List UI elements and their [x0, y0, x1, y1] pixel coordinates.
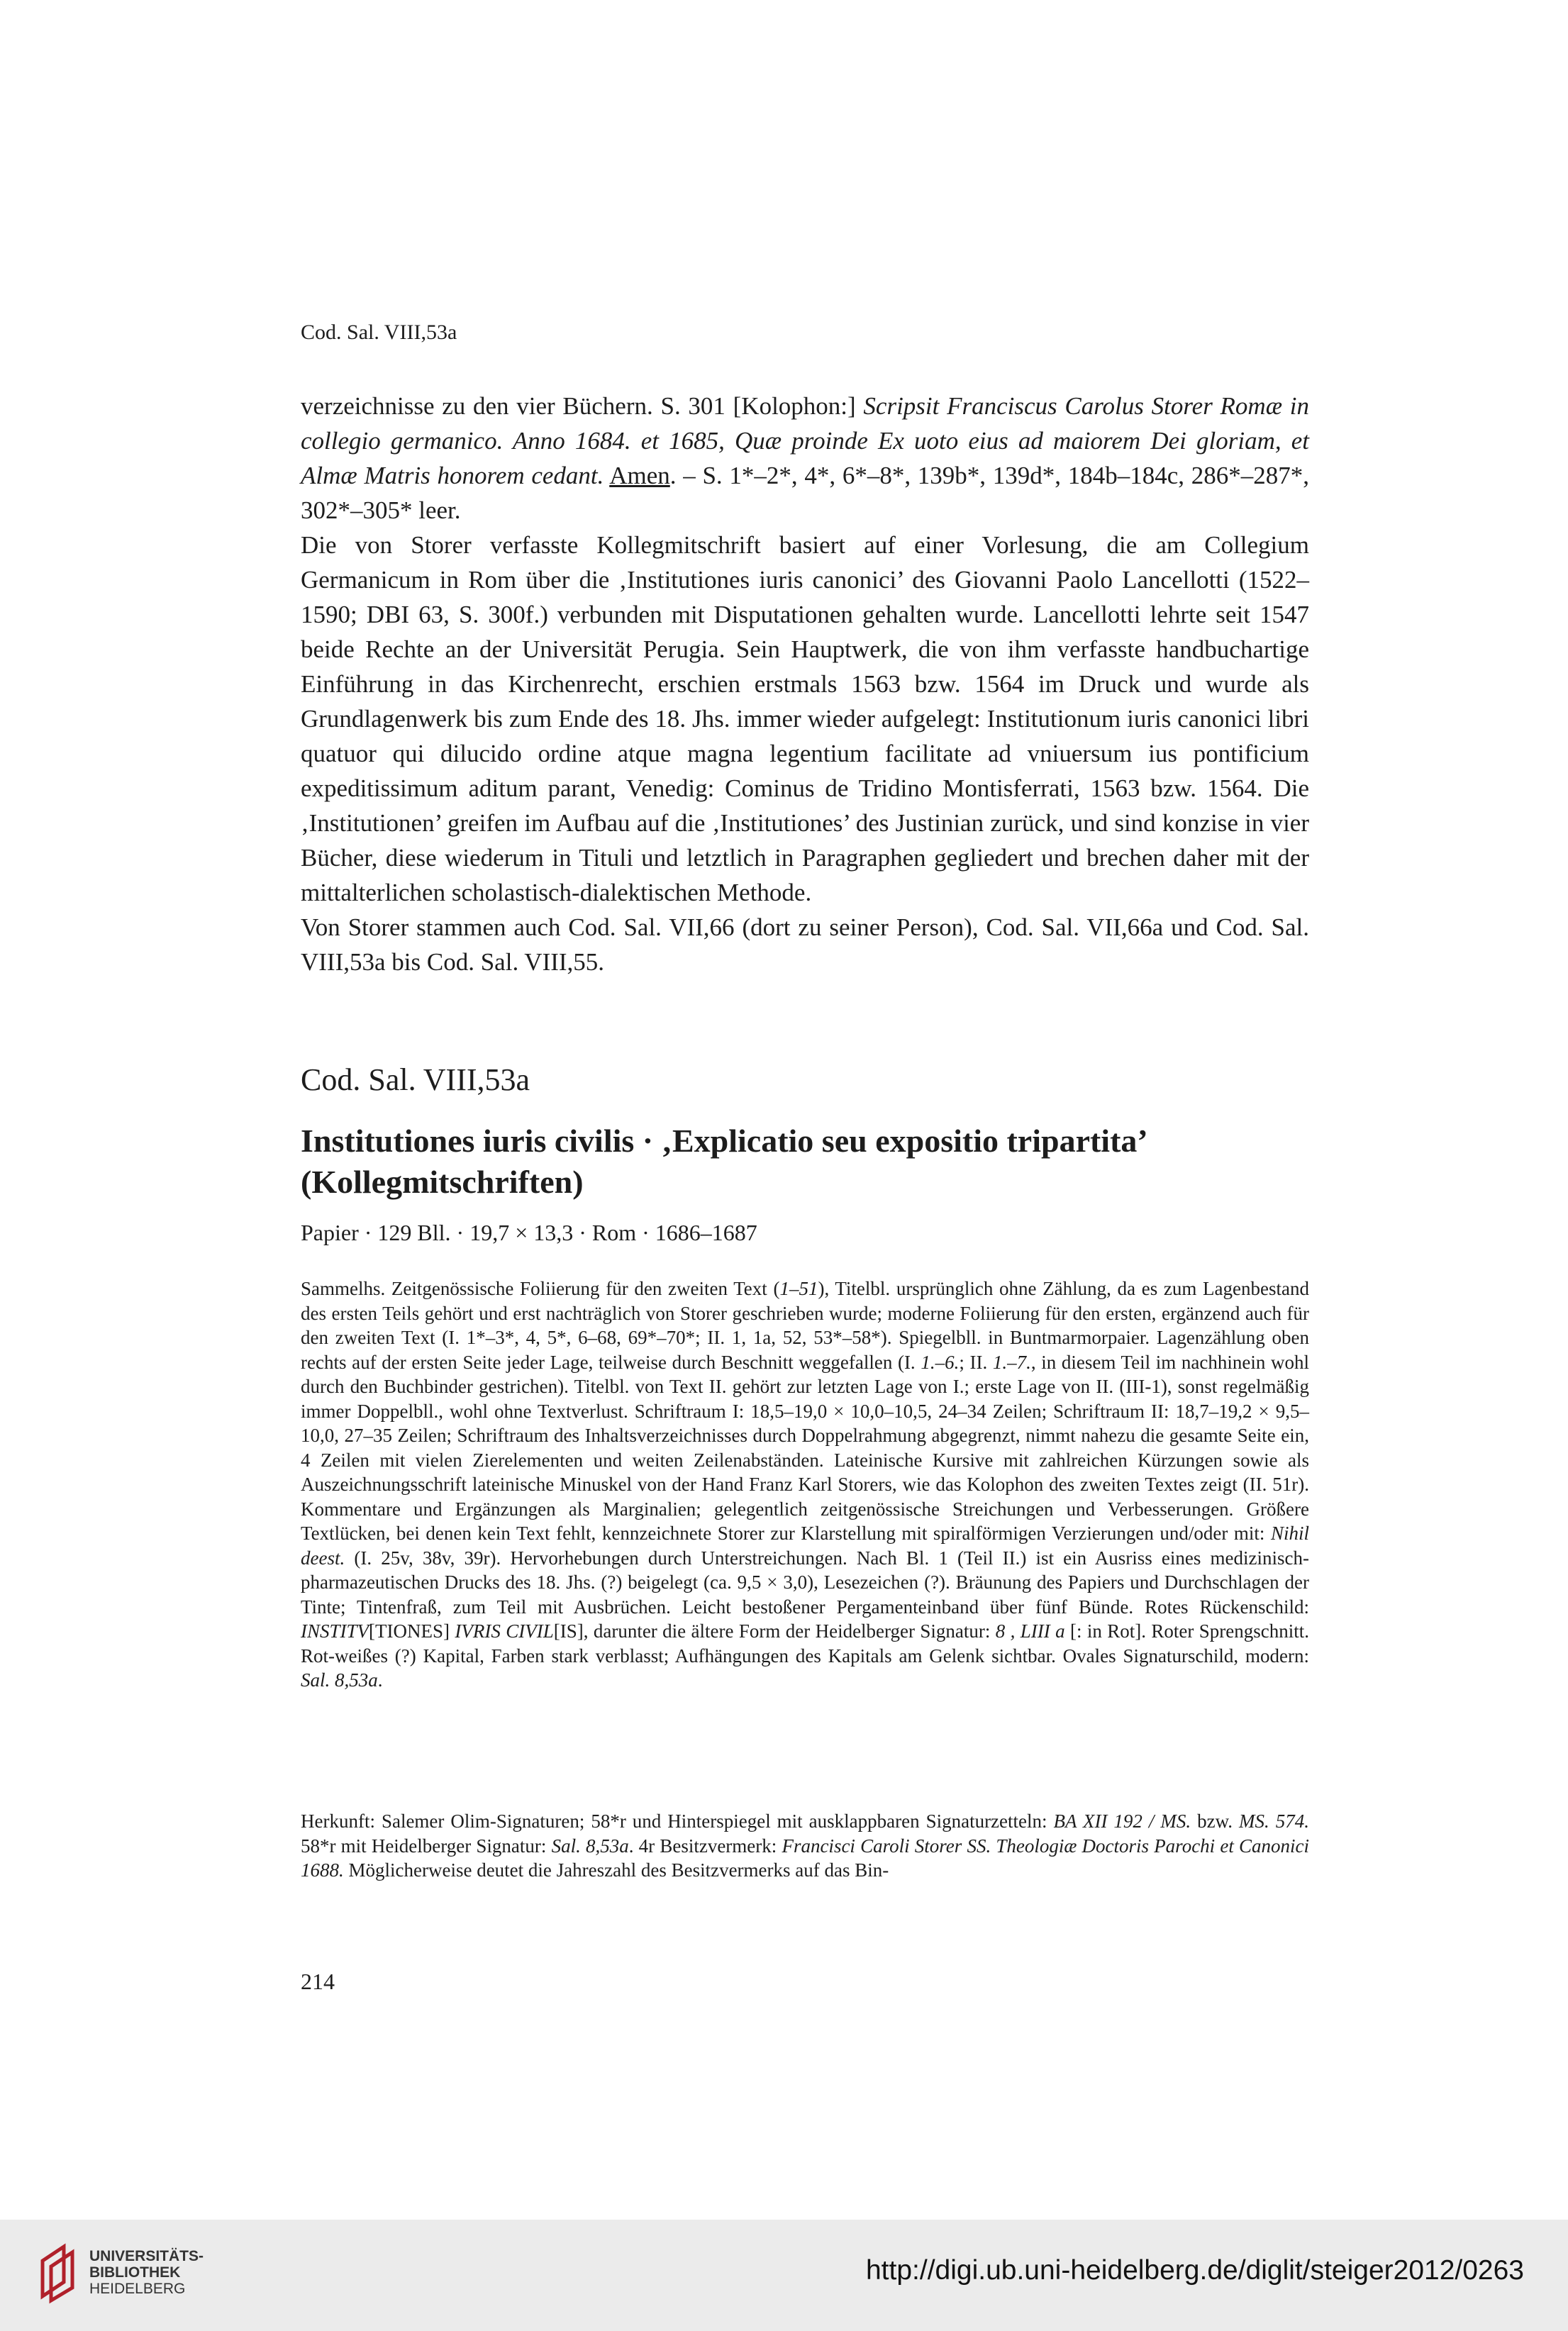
running-head: Cod. Sal. VIII,53a [301, 321, 457, 344]
entry-meta: Papier · 129 Bll. · 19,7 × 13,3 · Rom · 1686–1687 [301, 1220, 757, 1245]
physical-description: Sammelhs. Zeitgenössische Foliierung für den zweiten Text (1–51), Titelbl. ursprünglich ohne Zählung, da es zum Lagenbestand des ersten Teils gehört und erst nachträglich von Storer geschrieben wurde; moderne Foliierung für den ersten, ergänzend auch für den zweiten Text (I. 1*–3*, 4, 5*, 6–68, 69*–70*; II. 1, 1a, 52, 53*–58*). Spiegelbll. in Buntmarmorpaier. Lagenzählung oben rechts auf der ersten Seite jeder Lage, teilweise durch Beschnitt weggefallen (I. 1.–6.; II. 1.–7., in diesem Teil im nachhinein wohl durch den Buchbinder gestrichen). Titelbl. von Text II. gehört zur letzten Lage von I.; erste Lage von II. (III-1), sonst regelmäßig immer Doppelbll., wohl ohne Textverlust. Schriftraum I: 18,5–19,0 × 10,0–10,5, 24–34 Zeilen; Schriftraum II: 18,7–19,2 × 9,5–10,0, 27–35 Zeilen; Schriftraum des Inhaltsverzeichnisses durch Doppelrahmung abgegrenzt, nimmt nahezu die gesamte Seite ein, 4 Zeilen mit vielen Zierelementen und weiten Zeilenabständen. Lateinische Kursive mit zahlreichen Kürzungen sowie als Auszeichnungsschrift lateinische Minuskel von der Hand Franz Karl Storers, wie das Kolophon des zweiten Textes zeigt (II. 51r). Kommentare und Ergänzungen als Marginalien; gelegentlich zeitgenössische Streichungen und Verbesserungen. Größere Textlücken, bei denen kein Text fehlt, kennzeichnete Storer zur Klarstellung mit spiralförmigen Verzierungen und/oder mit: Nihil deest. (I. 25v, 38v, 39r). Hervorhebungen durch Unterstreichungen. Nach Bl. 1 (Teil II.) ist ein Ausriss eines medizinisch-pharmazeutischen Drucks des 18. Jhs. (?) beigelegt (ca. 9,5 × 3,0), Lesezeichen (?). Bräunung des Papiers und Durchschlagen der Tinte; Tintenfraß, zum Teil mit Ausbrüchen. Leicht bestoßener Pergamenteinband über fünf Bünde. Rotes Rückenschild: INSTITV[TIONES] IVRIS CIVIL[IS], darunter die ältere Form der Heidelberger Signatur: 8 , LIII a [: in Rot]. Roter Sprengschnitt. Rot-weißes (?) Kapital, Farben stark verblasst; Aufhängungen des Kapitals am Gelenk sichtbar. Ovales Signaturschild, modern: Sal. 8,53a. [301, 1278, 1310, 1691]
entry-signature: Cod. Sal. VIII,53a [301, 1062, 530, 1097]
storer-paragraph: Von Storer stammen auch Cod. Sal. VII,66 (dort zu seiner Person), Cod. Sal. VII,66a und Cod. Sal. VIII,53a bis Cod. Sal. VIII,55. [301, 913, 1309, 976]
entry-title: Institutiones iuris civilis · ‚Explicatio seu expositio tripartita’ (Kollegmitschriften) [301, 1123, 1146, 1200]
library-logo-icon [35, 2240, 81, 2308]
source-url-link[interactable]: http://digi.ub.uni-heidelberg.de/diglit/steiger2012/0263 [865, 2255, 1524, 2286]
page-number: 214 [301, 1969, 335, 1994]
colophon-italic: Scripsit Franciscus Carolus Storer Romæ in collegio germanico. Anno 1684. et 1685, Quæ proinde Ex uoto eius ad maiorem Dei gloriam, et Almæ Matris honorem cedant. [301, 392, 1309, 489]
lancellotti-paragraph: Die von Storer verfasste Kollegmitschrift basiert auf einer Vorlesung, die am Collegium Germanicum in Rom über die ‚Institutiones iuris canonici’ des Giovanni Paolo Lancellotti (1522–1590; DBI 63, S. 300f.) verbunden mit Disputationen gehalten wurde. Lancellotti lehrte seit 1547 beide Rechte an der Universität Perugia. Sein Hauptwerk, die von ihm verfasste handbuchartige Einführung in das Kirchenrecht, erschien erstmals 1563 bzw. 1564 im Druck und wurde als Grundlagenwerk bis zum Ende des 18. Jhs. immer wieder aufgelegt: Institutionum iuris canonici libri quatuor qui dilucido ordine atque magna legentium facilitate ad vniuersum ius pontificium expeditissimum aditum parant, Venedig: Cominus de Tridino Montisferrati, 1563 bzw. 1564. Die ‚Institutionen’ greifen im Aufbau auf die ‚Institutiones’ des Justinian zurück, und sind konzise in vier Bücher, diese wiederum in Tituli und letztlich in Paragraphen gegliedert und brechen daher mit der mittalterlichen scholastisch-dialektischen Methode. [301, 531, 1309, 906]
amen-underlined: Amen [609, 462, 670, 489]
library-logo-text: UNIVERSITÄTS- BIBLIOTHEK HEIDELBERG [89, 2248, 204, 2297]
footer-bar [0, 2220, 1568, 2331]
provenance: Herkunft: Salemer Olim-Signaturen; 58*r und Hinterspiegel mit ausklappbaren Signaturzetteln: BA XII 192 / MS. bzw. MS. 574. 58*r mit Heidelberger Signatur: Sal. 8,53a. 4r Besitzvermerk: Francisci Caroli Storer SS. Theologiæ Doctoris Parochi et Canonici 1688. Möglicherweise deutet die Jahreszahl des Besitzvermerks auf das Bin- [301, 1810, 1310, 1881]
continuation-text [301, 389, 1309, 979]
colophon-paragraph: verzeichnisse zu den vier Büchern. S. 301 [Kolophon:] Scripsit Franciscus Carolus Storer Romæ in collegio germanico. Anno 1684. et 1685, Quæ proinde Ex uoto eius ad maiorem Dei gloriam, et Almæ Matris honorem cedant. Amen. – S. 1*–2*, 4*, 6*–8*, 139b*, 139d*, 184b–184c, 286*–287*, 302*–305* leer. [301, 392, 1310, 524]
